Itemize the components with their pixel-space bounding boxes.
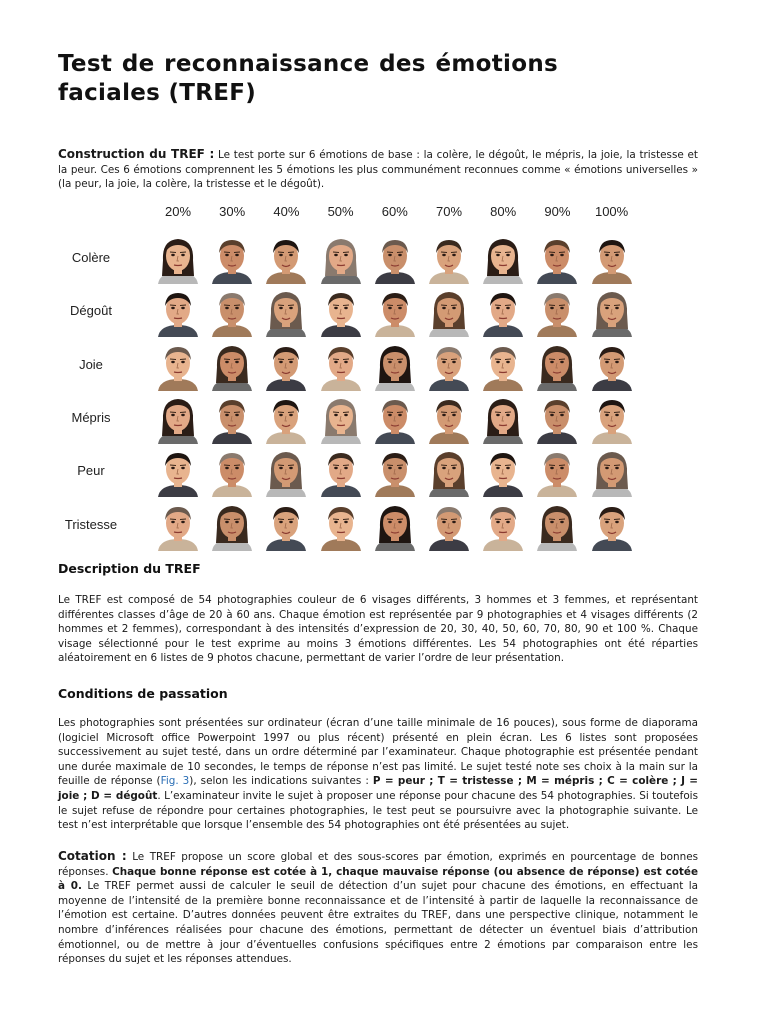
face-photo <box>262 287 310 337</box>
intensity-label: 80% <box>490 204 517 219</box>
face-photo <box>317 234 365 284</box>
face-photo <box>317 447 365 497</box>
face-photo <box>262 447 310 497</box>
face-photo <box>262 501 310 551</box>
face-photo <box>154 394 202 444</box>
emotion-label: Tristesse <box>64 516 118 532</box>
face-photo <box>479 501 527 551</box>
face-photo <box>425 234 473 284</box>
cotation-text-1: Le TREF propose un score global et des sous-scores par émotion, exprimés en pourcentage de bonnes réponses. <box>58 851 698 878</box>
face-photo <box>588 447 636 497</box>
face-photo <box>371 234 419 284</box>
face-photo <box>154 341 202 391</box>
intensity-label: 70% <box>435 204 463 219</box>
face-photo <box>208 234 256 284</box>
face-photo <box>317 341 365 391</box>
face-photo <box>317 501 365 551</box>
face-photo <box>371 501 419 551</box>
face-photo <box>371 447 419 497</box>
face-photo <box>154 234 202 284</box>
face-photo <box>588 341 636 391</box>
emotion-label: Peur <box>77 463 105 479</box>
face-photo <box>208 501 256 551</box>
emotion-label: Joie <box>79 356 103 372</box>
emotion-label: Colère <box>71 250 111 265</box>
intensity-label: 30% <box>219 204 246 219</box>
face-photo <box>154 447 202 497</box>
cotation-rule: Chaque bonne réponse est cotée à 1, chaque mauvaise réponse (ou absence de réponse) est cotée à 0. <box>58 865 698 893</box>
face-photo <box>533 341 581 391</box>
face-photo <box>588 234 636 284</box>
face-photo <box>479 234 527 284</box>
face-photo <box>262 234 310 284</box>
construction-text: Le test porte sur 6 émotions de base : la colère, le dégoût, le mépris, la joie, la tristesse et la peur. Ces 6 émotions comprennent les 5 émotions les plus communément reconnues comme « émotions universelles » (la peur, la joie, la colère, la tristesse et le dégoût). <box>58 149 698 191</box>
face-photo <box>425 501 473 551</box>
conditions-text-3: . L’examinateur invite le sujet à proposer une réponse pour chacune des 54 photographies. Si toutefois le sujet refuse de répondre pour certaines photographies, le test peut se poursuivre avec la photographie suivante. Le test n’est interprétable que lorsque l’ensemble des 54 photographies ont été présentées au sujet. <box>58 789 698 832</box>
face-photo <box>262 341 310 391</box>
face-photo <box>371 394 419 444</box>
face-photo <box>371 287 419 337</box>
construction-paragraph <box>58 147 698 192</box>
face-photo <box>208 341 256 391</box>
face-photo <box>425 341 473 391</box>
emotion-faces-figure <box>58 198 658 543</box>
intensity-label: 40% <box>273 204 300 219</box>
face-photo <box>533 287 581 337</box>
face-photo <box>479 394 527 444</box>
face-photo <box>317 394 365 444</box>
face-photo <box>208 287 256 337</box>
face-photo <box>588 287 636 337</box>
construction-lead: Construction du TREF : <box>58 147 215 161</box>
description-heading: Description du TREF <box>58 561 201 576</box>
face-photo <box>588 394 636 444</box>
description-paragraph: Le TREF est composé de 54 photographies couleur de 6 visages différents, 3 hommes et 3 femmes, et représentant différentes classes d’âge de 20 à 60 ans. Chaque émotion est représentée par 9 photographies et 4 visages différents (2 hommes et 2 femmes), correspondant à des intensités d’expression de 20, 30, 40, 50, 60, 70, 80, 90 et 100 %. Chaque visage sélectionné pour le test exprime au moins 3 émotions différentes. Les 54 photographies ont été réparties aléatoirement en 6 listes de 9 photos chacune, permettant de varier l’ordre de leur présentation. <box>58 594 698 665</box>
conditions-paragraph <box>58 716 698 833</box>
face-photo <box>479 287 527 337</box>
face-photo <box>533 501 581 551</box>
conditions-text-2: ), selon les indications suivantes : <box>189 775 373 788</box>
emotion-label: Mépris <box>71 409 111 425</box>
face-photo <box>533 234 581 284</box>
face-photo <box>425 394 473 444</box>
intensity-label: 50% <box>327 204 354 219</box>
face-photo <box>533 394 581 444</box>
intensity-label: 90% <box>544 204 571 219</box>
face-photo <box>371 341 419 391</box>
cotation-lead: Cotation : <box>58 849 127 863</box>
face-photo <box>317 287 365 337</box>
face-photo <box>425 287 473 337</box>
face-photo <box>479 447 527 497</box>
face-photo <box>533 447 581 497</box>
page-title: Test de reconnaissance des émotions faciales (TREF) <box>58 51 558 106</box>
face-photo <box>208 447 256 497</box>
conditions-heading: Conditions de passation <box>58 686 228 701</box>
conditions-text-1: Les photographies sont présentées sur ordinateur (écran d’une taille minimale de 16 pouces), sous forme de diaporama (logiciel Microsoft office Powerpoint 1997 ou plus récent) présenté en plein écran. Les 6 listes sont proposées successivement au sujet testé, dans un ordre déterminé par l’examinateur. Chaque photographie est présentée pendant une durée maximale de 10 secondes, le temps de réponse n’est pas limité. Le sujet testé note ses choix à la main sur la feuille de réponse ( <box>58 717 698 788</box>
emotion-codes: P = peur ; T = tristesse ; M = mépris ; C = colère ; J = joie ; D = dégoût <box>58 775 699 802</box>
figure-3-link[interactable]: Fig. 3 <box>160 775 190 788</box>
intensity-label: 100% <box>594 204 629 219</box>
face-photo <box>588 501 636 551</box>
face-photo <box>154 287 202 337</box>
cotation-text-2: Le TREF permet aussi de calculer le seuil de détection d’un sujet pour chacune des émotions, en effectuant la moyenne de l’intensité de la première bonne reconnaissance et de l’intensité à partir de laquelle la reconnaissance de l’émotion est certaine. D’autres données peuvent être extraites du TREF, dans une perspective clinique, notamment le nombre d’inférences réalisées pour chacune des émotions, permettant de détecter un éventuel biais d’attribution émotionnel, ou de mettre à jour d’éventuelles confusions spécifiques entre 2 émotions par comparaison entre les réponses du sujet et les réponses attendues. <box>58 880 698 966</box>
intensity-label: 20% <box>164 204 192 219</box>
cotation-paragraph <box>58 849 698 967</box>
intensity-label: 60% <box>381 204 408 219</box>
face-photo <box>262 394 310 444</box>
face-photo <box>154 501 202 551</box>
face-photo <box>208 394 256 444</box>
face-photo <box>479 341 527 391</box>
face-photo <box>425 447 473 497</box>
emotion-label: Dégoût <box>70 303 112 319</box>
